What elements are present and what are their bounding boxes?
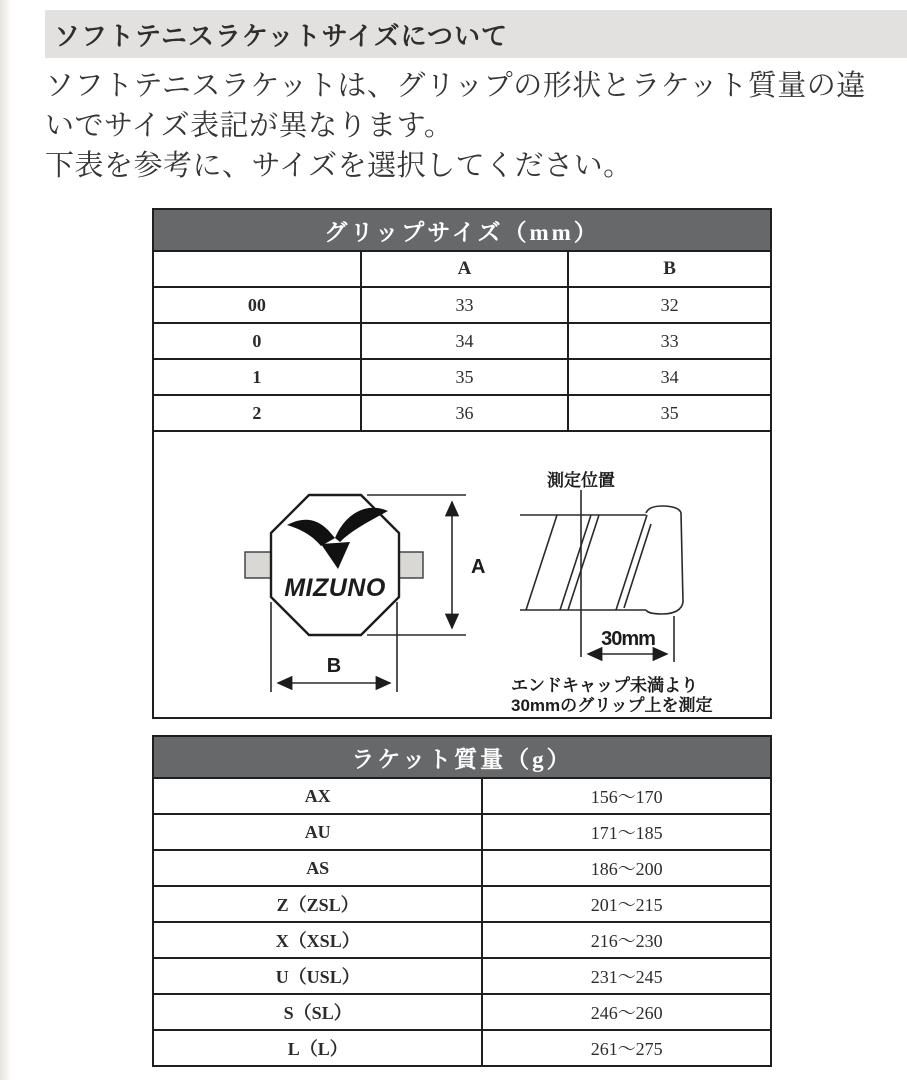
table-row — [153, 359, 771, 395]
grip-b-value: 34 — [568, 359, 771, 395]
table-row — [153, 778, 771, 814]
diagram-caption-line-2: 30mmのグリップ上を測定 — [511, 696, 713, 712]
table-row — [153, 287, 771, 323]
measure-position-label: 測定位置 — [547, 471, 615, 490]
table-row — [153, 958, 771, 994]
grip-size-label: 1 — [153, 359, 361, 395]
racket-weight-table — [152, 735, 772, 1067]
grip-b-value: 33 — [568, 323, 771, 359]
measure-length-label: 30mm — [601, 628, 655, 650]
weight-range-value: 216〜230 — [482, 922, 771, 958]
page-content — [45, 10, 907, 1067]
intro-line-2: いでサイズ表記が異なります。 — [45, 110, 454, 142]
weight-size-label: X（XSL） — [153, 922, 482, 958]
weight-range-value: 261〜275 — [482, 1030, 771, 1066]
table-row — [153, 1030, 771, 1066]
weight-range-value: 246〜260 — [482, 994, 771, 1030]
weight-table-title-row — [153, 736, 771, 778]
grip-b-value: 35 — [568, 395, 771, 431]
weight-range-value: 171〜185 — [482, 814, 771, 850]
dim-b-label: B — [326, 655, 342, 677]
dim-a-label: A — [471, 556, 486, 578]
weight-size-label: AU — [153, 814, 482, 850]
grip-a-value: 33 — [361, 287, 569, 323]
tables-area — [152, 208, 772, 1067]
table-row — [153, 814, 771, 850]
weight-size-label: AX — [153, 778, 482, 814]
weight-range-value: 201〜215 — [482, 886, 771, 922]
weight-range-value: 156〜170 — [482, 778, 771, 814]
grip-size-label: 2 — [153, 395, 361, 431]
grip-table-title-row — [153, 209, 771, 251]
weight-size-label: U（USL） — [153, 958, 482, 994]
weight-size-label: S（SL） — [153, 994, 482, 1030]
table-row — [153, 850, 771, 886]
grip-diagram-row — [153, 431, 771, 718]
grip-left-tab — [245, 552, 273, 578]
weight-range-value: 231〜245 — [482, 958, 771, 994]
grip-size-table — [152, 208, 772, 719]
grip-right-tab — [397, 552, 423, 578]
weight-range-value: 186〜200 — [482, 850, 771, 886]
table-row — [153, 886, 771, 922]
intro-line-3: 下表を参考に、サイズを選択してください。 — [45, 150, 633, 182]
grip-b-value: 32 — [568, 287, 771, 323]
grip-table-title: グリップサイズ（mm） — [153, 209, 771, 251]
grip-wrap-drawing — [520, 506, 683, 614]
mizuno-wordmark: MIZUNO — [284, 574, 386, 602]
weight-size-label: AS — [153, 850, 482, 886]
grip-size-label: 00 — [153, 287, 361, 323]
page-title: ソフトテニスラケットサイズについて — [54, 21, 509, 51]
page-edge-shadow — [0, 0, 12, 1080]
intro-line-1: ソフトテニスラケットは、グリップの形状とラケット質量の違 — [45, 70, 866, 102]
weight-table-title: ラケット質量（g） — [153, 736, 771, 778]
weight-size-label: Z（ZSL） — [153, 886, 482, 922]
grip-size-label: 0 — [153, 323, 361, 359]
grip-a-value: 35 — [361, 359, 569, 395]
grip-a-value: 34 — [361, 323, 569, 359]
grip-diagram-cell — [153, 431, 771, 718]
section-header — [45, 10, 907, 58]
table-row — [153, 994, 771, 1030]
table-row — [153, 922, 771, 958]
table-row — [153, 323, 771, 359]
table-row — [153, 395, 771, 431]
weight-size-label: L（L） — [153, 1030, 482, 1066]
diagram-caption-line-1: エンドキャップ未満より — [511, 676, 698, 695]
grip-col-a: A — [361, 251, 569, 287]
grip-col-size — [153, 251, 361, 287]
intro-paragraph — [45, 66, 907, 186]
grip-a-value: 36 — [361, 395, 569, 431]
grip-table-header-row — [153, 251, 771, 287]
grip-col-b: B — [568, 251, 771, 287]
grip-octagon — [271, 495, 399, 635]
grip-measurement-diagram — [154, 432, 770, 712]
